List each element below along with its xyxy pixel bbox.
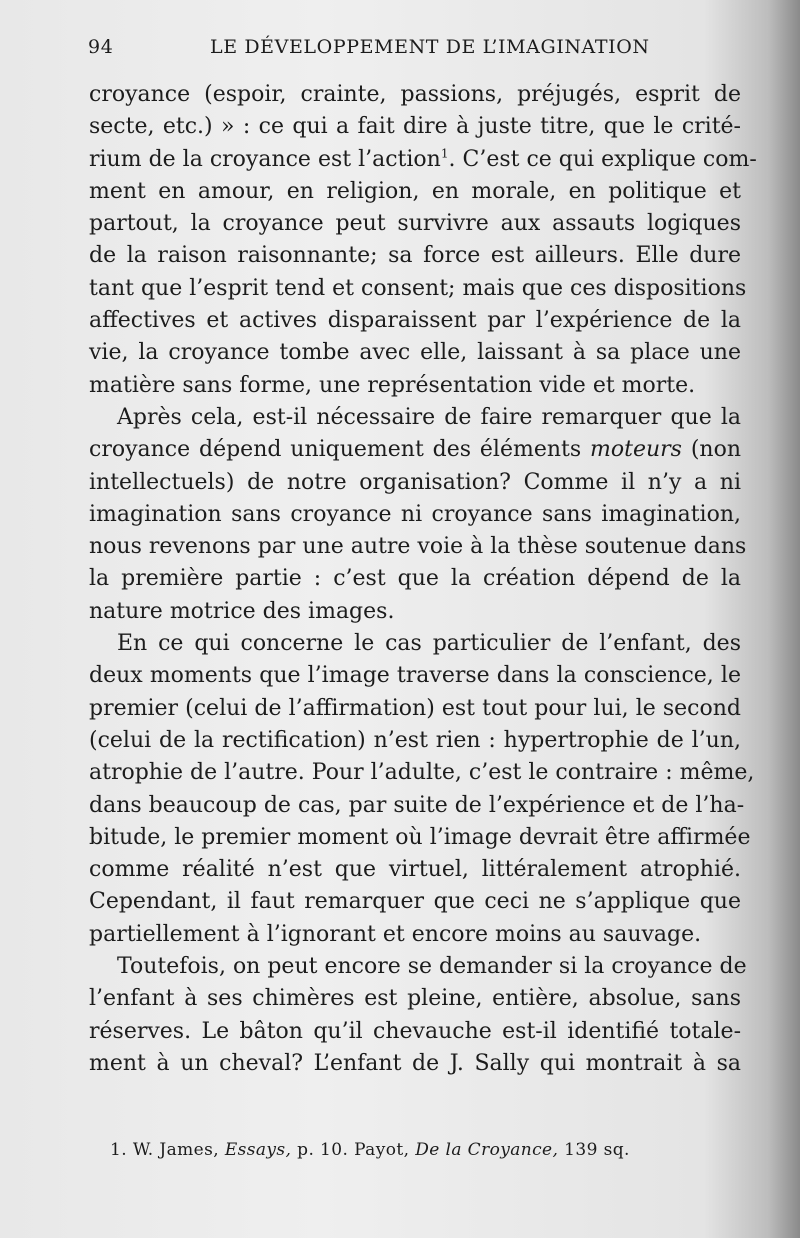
text-line: atrophie de l’autre. Pour l’adulte, c’est le contraire : même, <box>89 760 755 786</box>
footnote-pages: 139 sq. <box>564 1140 630 1160</box>
text-line: deux moments que l’image traverse dans la conscience, le <box>89 663 741 689</box>
text-line: ment à un cheval? L’enfant de J. Sally qui montrait à sa <box>89 1050 741 1076</box>
text-line: la première partie : c’est que la création dépend de la <box>89 566 741 592</box>
paragraph <box>89 79 757 402</box>
page-header <box>88 36 738 66</box>
text-line: En ce qui concerne le cas particulier de l’enfant, des <box>117 631 741 657</box>
text-line: premier (celui de l’affirmation) est tout pour lui, le second <box>89 695 741 721</box>
italic-word: moteurs <box>590 437 682 463</box>
paragraph <box>89 402 747 628</box>
text-line: secte, etc.) » : ce qui a fait dire à juste titre, que le crité- <box>89 114 741 140</box>
footnote-reference: 1 <box>440 146 449 161</box>
text-line: réserves. Le bâton qu’il chevauche est-il identifié totale- <box>89 1018 741 1044</box>
text-line: partiellement à l’ignorant et encore moins au sauvage. <box>89 921 702 947</box>
text-line: tant que l’esprit tend et consent; mais que ces dispositions <box>89 275 747 301</box>
text-fragment: croyance dépend uniquement des éléments <box>89 437 582 463</box>
text-line: Cependant, il faut remarquer que ceci ne s’applique que <box>89 889 741 915</box>
text-line: comme réalité n’est que virtuel, littéralement atrophié. <box>89 857 741 883</box>
text-line: ment en amour, en religion, en morale, en politique et <box>89 178 741 204</box>
text-fragment: (non <box>690 437 742 463</box>
footnote-author: W. James, <box>132 1140 220 1160</box>
running-title: LE DÉVELOPPEMENT DE L’IMAGINATION <box>210 36 650 58</box>
text-line: bitude, le premier moment où l’image devrait être affirmée <box>89 824 751 850</box>
paragraph <box>89 951 747 1080</box>
text-line <box>89 434 741 466</box>
text-line: (celui de la rectification) n’est rien : hypertrophie de l’un, <box>89 727 741 753</box>
footnote-text: p. 10. Payot, <box>297 1140 410 1160</box>
footnote-work-title: Essays, <box>224 1140 292 1160</box>
text-line <box>89 144 757 176</box>
text-line: imagination sans croyance ni croyance sans imagination, <box>89 501 741 527</box>
text-line: affectives et actives disparaissent par l’expérience de la <box>89 308 741 334</box>
text-line: Après cela, est-il nécessaire de faire remarquer que la <box>117 404 741 430</box>
text-line: l’enfant à ses chimères est pleine, entière, absolue, sans <box>89 986 741 1012</box>
text-line: nous revenons par une autre voie à la thèse soutenue dans <box>89 534 747 560</box>
text-line: intellectuels) de notre organisation? Comme il n’y a ni <box>89 469 741 495</box>
text-line: dans beaucoup de cas, par suite de l’expérience et de l’ha- <box>89 792 745 818</box>
text-line: partout, la croyance peut survivre aux assauts logiques <box>89 211 741 237</box>
text-fragment: . C’est ce qui explique com- <box>448 146 757 172</box>
text-fragment: rium de la croyance est l’action <box>89 146 441 172</box>
page-number: 94 <box>88 36 114 58</box>
body-text <box>89 79 757 1080</box>
footnote <box>110 1140 730 1160</box>
paragraph <box>89 628 755 951</box>
text-line: Toutefois, on peut encore se demander si la croyance de <box>117 954 747 980</box>
text-line: vie, la croyance tombe avec elle, laissant à sa place une <box>89 340 741 366</box>
text-line: croyance (espoir, crainte, passions, préjugés, esprit de <box>89 82 741 107</box>
text-line: matière sans forme, une représentation vide et morte. <box>89 372 696 398</box>
text-line: de la raison raisonnante; sa force est ailleurs. Elle dure <box>89 243 741 269</box>
footnote-work-title: De la Croyance, <box>415 1140 559 1160</box>
text-line: nature motrice des images. <box>89 598 395 624</box>
footnote-number: 1. <box>110 1140 128 1160</box>
